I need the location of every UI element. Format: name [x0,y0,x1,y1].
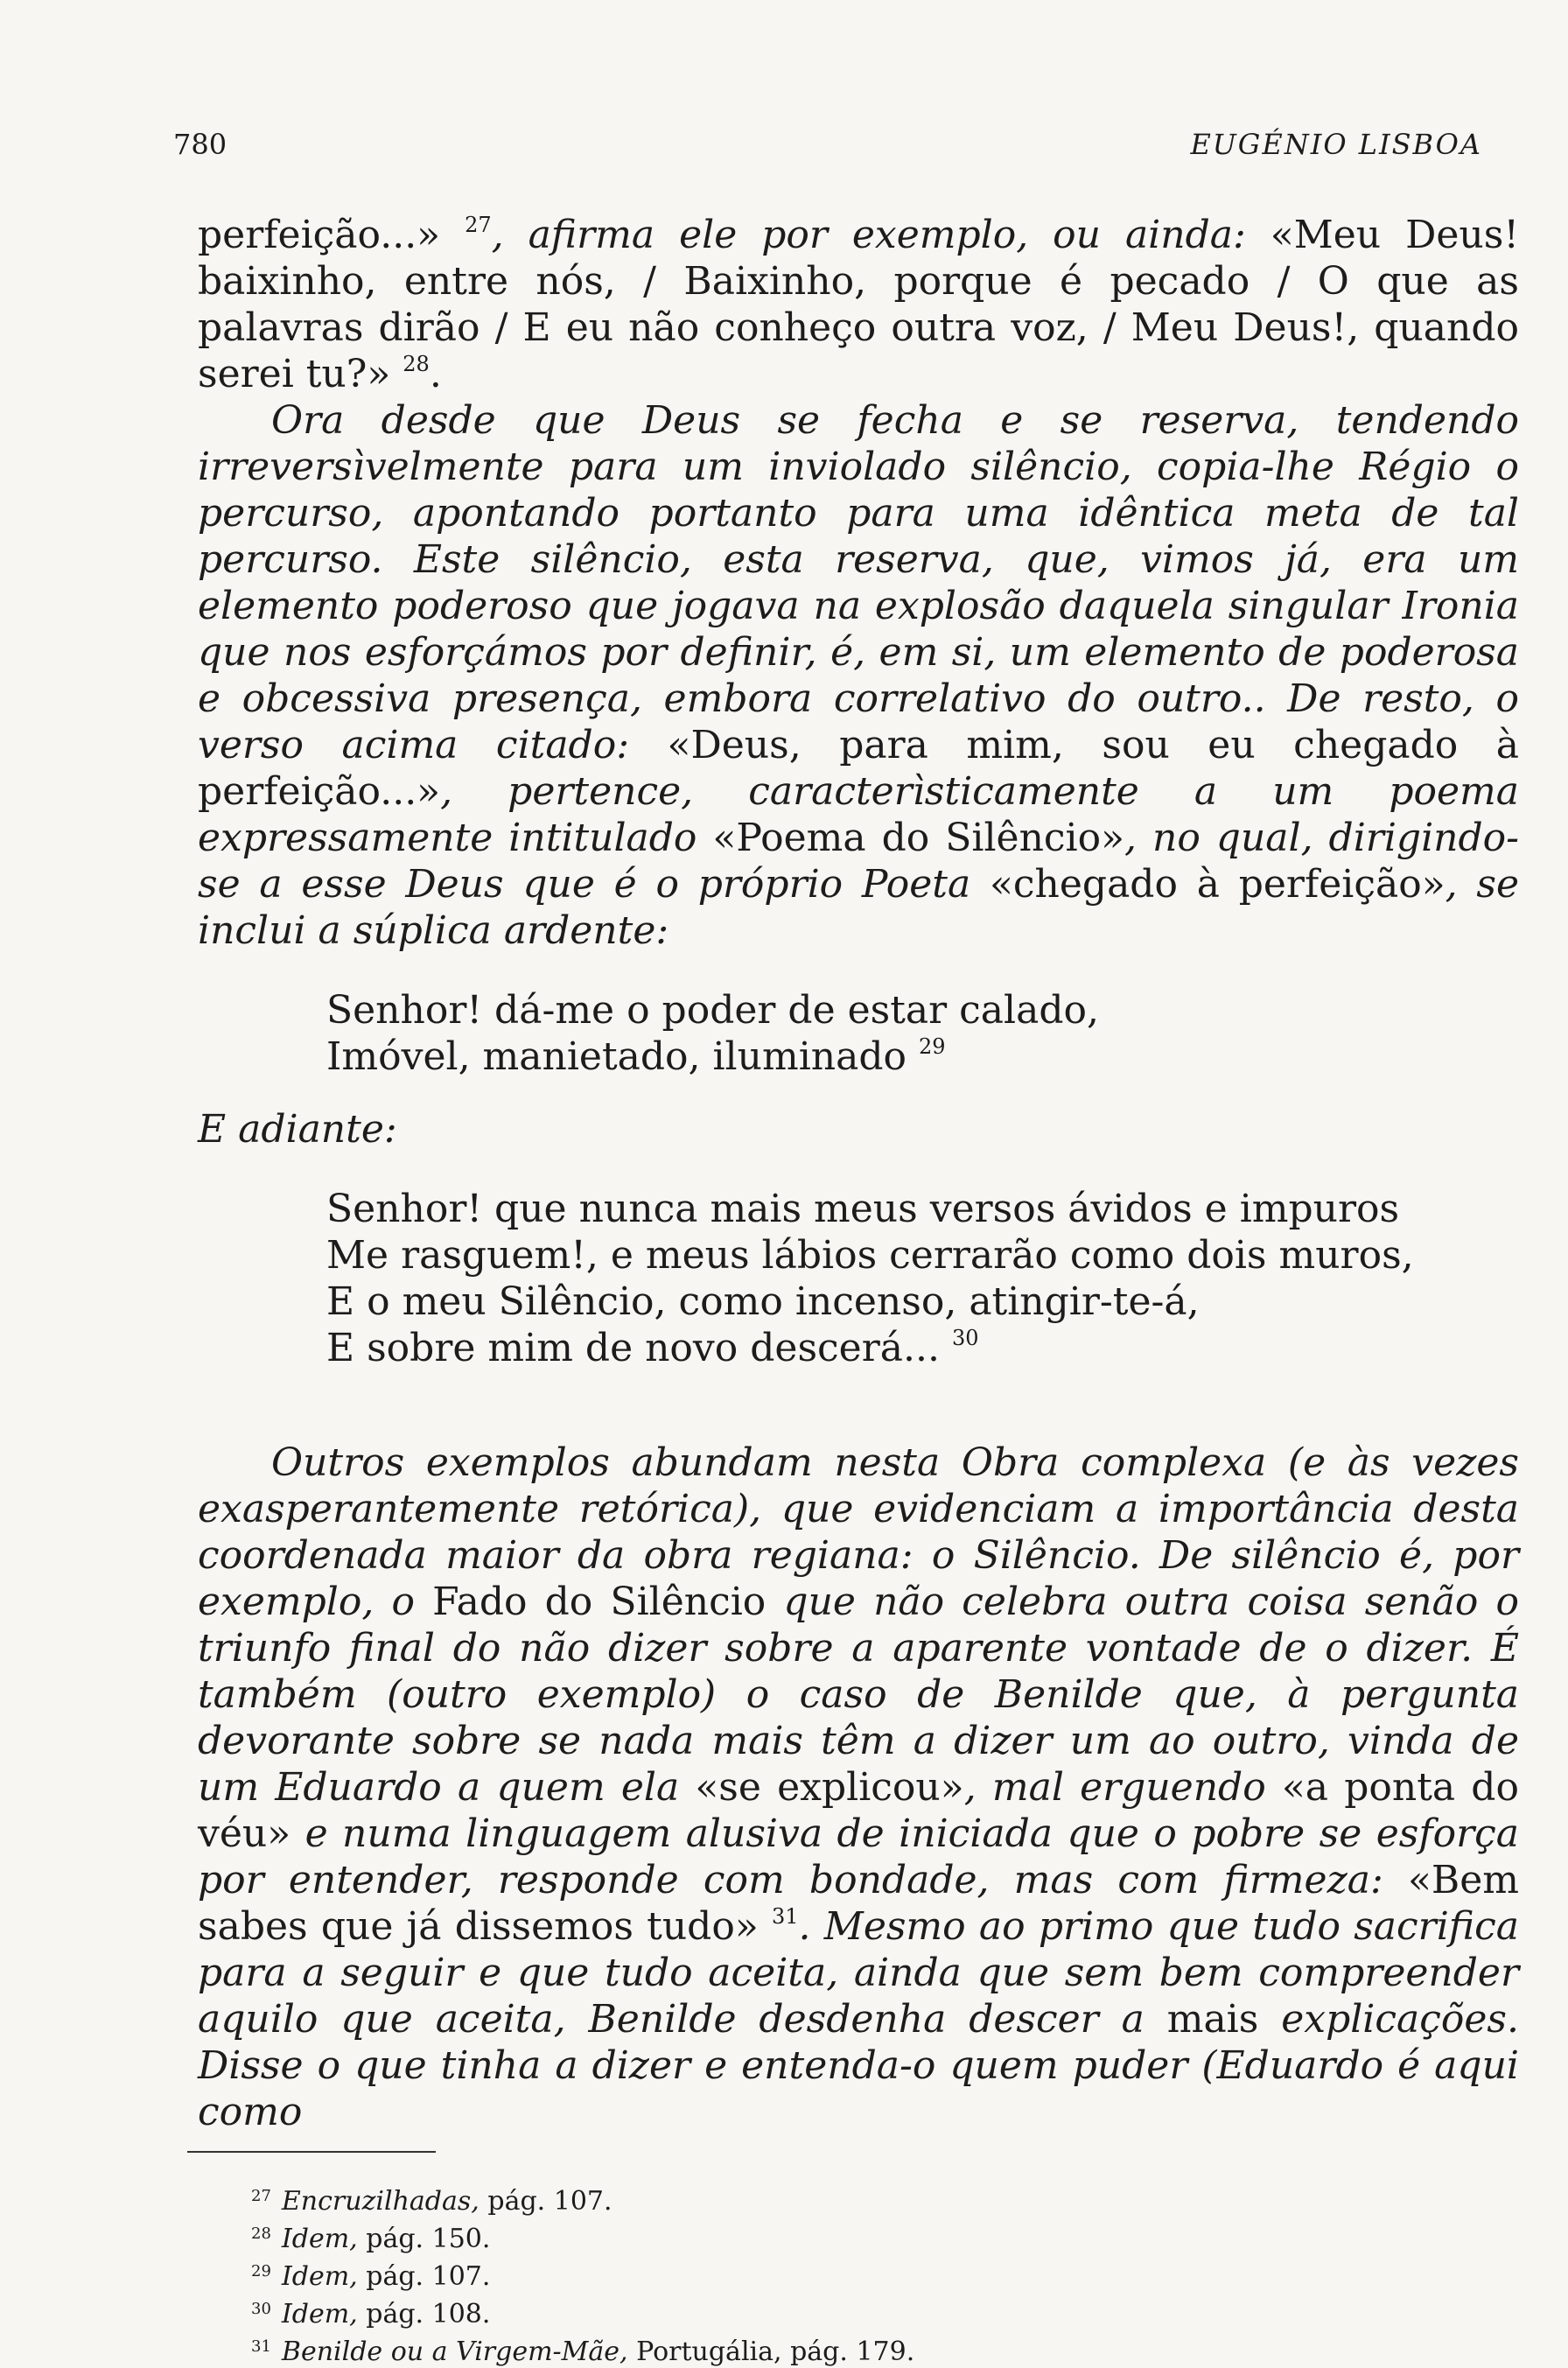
text-span: mais [1166,1997,1259,2042]
text-span-italic: e numa linguagem alusiva de iniciada que o pobre se esforça por entender, responde com bondade, mas com firmeza: [198,1811,1519,1902]
text-span: «a ponta do véu» [198,1765,1519,1856]
verse-line: Senhor! dá-me o poder de estar calado, [326,988,1099,1033]
footnote-ref-31: 31 [772,1904,799,1929]
footnote-28 [251,2217,1214,2255]
verse-line-text: E sobre mim de novo descerá... [326,1326,952,1370]
footnote-separator [187,2151,436,2153]
verse-line: Me rasguem!, e meus lábios cerrarão como dois muros, [326,1233,1414,1278]
footnote-30 [251,2293,1214,2330]
page-header [173,128,1482,172]
verse-line [326,1325,1519,1371]
footnote-text: pág. 150. [357,2224,491,2254]
footnote-ref-27: 27 [465,213,492,237]
footnote-title: Idem, [281,2299,358,2329]
text-span: «se explicou» [695,1765,964,1810]
text-span-italic: , mal erguendo [963,1765,1282,1810]
footnote-title: Encruzilhadas, [281,2186,480,2217]
text-span: Fado do Silêncio [432,1580,766,1624]
text-span-italic: , pertence, caracterìsticamente a um poema expressamente intitulado [198,769,1519,860]
text-span-italic: , afirma ele por exemplo, ou ainda: [491,213,1246,257]
footnote-text: Portugália, pág. 179. [627,2336,915,2367]
text-span-italic: Outros exemplos abundam nesta Obra complexa (e às vezes exasperantemente retórica), que evidenciam a importância desta coordenada maior da obra regiana: o Silêncio. De silêncio é, por exemplo, o [198,1440,1519,1624]
verse-line: Senhor! que nunca mais meus versos ávidos e impuros [326,1187,1400,1231]
text-span-italic: . Mesmo ao primo que tudo sacrifica para a seguir e que tudo aceita, ainda que sem bem compreender aquilo que aceita, Benilde desdenha descer a [198,1904,1520,2042]
footnote-number: 30 [251,2300,271,2318]
text-span: «Deus, para mim, sou eu chegado à perfeição...» [198,723,1519,814]
footnote-27 [251,2180,1214,2217]
footnote-ref-29: 29 [918,1034,946,1059]
footnote-number: 27 [251,2187,271,2205]
footnotes [251,2180,1214,2368]
text-span: . [429,352,442,396]
body-text [198,212,1519,2135]
footnote-29 [251,2255,1214,2293]
verse-quote-2 [326,1186,1519,1371]
running-head: EUGÉNIO LISBOA [1190,128,1482,161]
page-number: 780 [173,128,228,161]
text-span-italic: explicações. Disse o que tinha a dizer e entenda-o quem puder (Eduardo é aqui como [198,1997,1519,2134]
footnote-ref-28: 28 [402,352,430,376]
verse-line-text: Imóvel, manietado, iluminado [326,1034,919,1079]
footnote-title: Idem, [281,2224,358,2254]
text-span-italic: , no qual, dirigindo-se a esse Deus que é o próprio Poeta [198,816,1520,907]
spacer [198,1398,1519,1440]
text-span: «Bem sabes que já dissemos tudo» [198,1858,1519,1949]
footnote-text: pág. 108. [357,2299,491,2329]
footnote-31 [251,2330,1214,2368]
paragraph-2 [198,397,1519,954]
footnote-number: 28 [251,2224,271,2243]
text-span: «chegado à perfeição» [970,862,1446,907]
interlude-label: E adiante: [198,1107,397,1152]
text-span: «Poema do Silêncio» [696,816,1125,860]
footnote-text: pág. 107. [479,2186,612,2217]
footnote-number: 31 [251,2337,271,2356]
paragraph-3 [198,1440,1519,2135]
text-span-italic: Ora desde que Deus se fecha e se reserva, tendendo irreversìvelmente para um inviolado silêncio, copia-lhe Régio o percurso, apontando portanto para uma idêntica meta de tal percurso. Este silêncio, esta reserva, que, vimos já, era um elemento poderoso que jogava na explosão daquela singular Ironia que nos esforçámos por definir, é, em si, um elemento de poderosa e obcessiva presença, embora correlativo do outro.. De resto, o verso acima citado: [198,398,1519,767]
verse-quote-1 [326,987,1519,1080]
footnote-title: Idem, [281,2261,358,2292]
text-span-italic: , se inclui a súplica ardente: [198,862,1520,953]
text-span: «Meu Deus! baixinho, entre nós, / Baixinho, porque é pecado / O que as palavras dirão / E eu não conheço outra voz, / Meu Deus!, quando serei tu?» [198,213,1519,396]
footnote-text: pág. 107. [357,2261,491,2292]
verse-line: E o meu Silêncio, como incenso, atingir-te-á, [326,1279,1200,1324]
footnote-ref-30: 30 [951,1326,979,1350]
footnote-title: Benilde ou a Virgem-Mãe, [281,2336,628,2367]
text-span: perfeição...» [198,213,466,257]
footnote-number: 29 [251,2262,271,2280]
text-span-italic: que não celebra outra coisa senão o triunfo final do não dizer sobre a aparente vontade de o dizer. É também (outro exemplo) o caso de Benilde que, à pergunta devorante sobre se nada mais têm a dizer um ao outro, vinda de um Eduardo a quem ela [198,1580,1519,1810]
paragraph-1 [198,212,1519,397]
verse-line [326,1033,1519,1080]
